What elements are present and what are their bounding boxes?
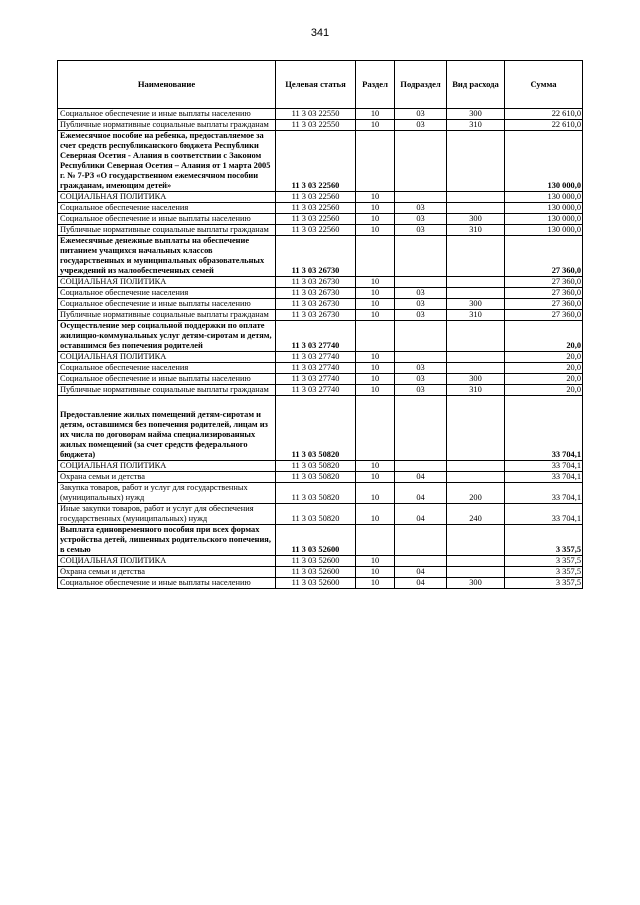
- cell-expense-type: 300: [447, 374, 505, 385]
- cell-section: 10: [356, 567, 395, 578]
- cell-subsection: 03: [395, 310, 447, 321]
- cell-subsection: 03: [395, 363, 447, 374]
- page-number: 341: [310, 27, 330, 39]
- cell-expense-type: 310: [447, 225, 505, 236]
- cell-amount: 3 357,5: [505, 567, 583, 578]
- cell-section: 10: [356, 461, 395, 472]
- cell-amount: 33 704,1: [505, 472, 583, 483]
- cell-section: [356, 410, 395, 461]
- cell-expense-type: 310: [447, 120, 505, 131]
- cell-name: Публичные нормативные социальные выплаты гражданам: [58, 310, 276, 321]
- spacer-cell: [356, 396, 395, 411]
- cell-amount: 33 704,1: [505, 410, 583, 461]
- spacer-row: [58, 396, 583, 411]
- cell-expense-type: 300: [447, 109, 505, 120]
- cell-section: 10: [356, 483, 395, 504]
- cell-expense-type: 300: [447, 299, 505, 310]
- cell-amount: 20,0: [505, 385, 583, 396]
- table-row: [58, 374, 583, 385]
- table-row: [58, 385, 583, 396]
- cell-subsection: 03: [395, 288, 447, 299]
- cell-expense-type: [447, 567, 505, 578]
- table-row: [58, 192, 583, 203]
- cell-expense-type: [447, 131, 505, 192]
- cell-amount: 130 000,0: [505, 203, 583, 214]
- cell-expense-type: [447, 461, 505, 472]
- cell-amount: 3 357,5: [505, 525, 583, 556]
- table-body: [58, 109, 583, 589]
- cell-subsection: 04: [395, 483, 447, 504]
- cell-amount: 20,0: [505, 374, 583, 385]
- cell-amount: 33 704,1: [505, 504, 583, 525]
- cell-subsection: 04: [395, 472, 447, 483]
- cell-name: Публичные нормативные социальные выплаты гражданам: [58, 120, 276, 131]
- cell-amount: 130 000,0: [505, 192, 583, 203]
- cell-target: 11 3 03 26730: [276, 299, 356, 310]
- cell-amount: 27 360,0: [505, 288, 583, 299]
- cell-target: 11 3 03 50820: [276, 410, 356, 461]
- table-row: [58, 525, 583, 556]
- spacer-cell: [58, 396, 276, 411]
- cell-section: 10: [356, 578, 395, 589]
- table-row: [58, 410, 583, 461]
- cell-target: 11 3 03 22560: [276, 192, 356, 203]
- cell-target: 11 3 03 22560: [276, 225, 356, 236]
- table-row: [58, 483, 583, 504]
- cell-subsection: 03: [395, 225, 447, 236]
- cell-expense-type: 240: [447, 504, 505, 525]
- cell-name: Закупка товаров, работ и услуг для государственных (муниципальных) нужд: [58, 483, 276, 504]
- cell-name: СОЦИАЛЬНАЯ ПОЛИТИКА: [58, 192, 276, 203]
- table-header-row: [58, 61, 583, 109]
- cell-expense-type: [447, 363, 505, 374]
- cell-section: 10: [356, 288, 395, 299]
- cell-section: 10: [356, 192, 395, 203]
- cell-name: Социальное обеспечение и иные выплаты населению: [58, 374, 276, 385]
- cell-section: 10: [356, 374, 395, 385]
- table-row: [58, 288, 583, 299]
- cell-section: 10: [356, 109, 395, 120]
- cell-subsection: 04: [395, 504, 447, 525]
- table-row: [58, 578, 583, 589]
- cell-subsection: 03: [395, 374, 447, 385]
- header-subsection: Подраздел: [395, 61, 447, 109]
- cell-amount: 27 360,0: [505, 236, 583, 277]
- cell-section: 10: [356, 352, 395, 363]
- table-row: [58, 109, 583, 120]
- cell-subsection: [395, 410, 447, 461]
- cell-section: 10: [356, 385, 395, 396]
- cell-section: [356, 525, 395, 556]
- cell-target: 11 3 03 27740: [276, 321, 356, 352]
- cell-name: СОЦИАЛЬНАЯ ПОЛИТИКА: [58, 352, 276, 363]
- cell-amount: 130 000,0: [505, 225, 583, 236]
- cell-subsection: [395, 277, 447, 288]
- budget-table: [57, 60, 583, 589]
- table-row: [58, 225, 583, 236]
- cell-target: 11 3 03 50820: [276, 504, 356, 525]
- cell-subsection: [395, 525, 447, 556]
- cell-target: 11 3 03 22560: [276, 203, 356, 214]
- cell-target: 11 3 03 52600: [276, 578, 356, 589]
- cell-target: 11 3 03 52600: [276, 556, 356, 567]
- cell-name: Социальное обеспечение населения: [58, 203, 276, 214]
- cell-name: Ежемесячное пособие на ребенка, предоставляемое за счет средств республиканского бюджета Республики Северная Осетия - Алания в соответствии с Законом Республики Северная Осетия – Алания от 1 марта 2005 г. № 7-РЗ «О государственном ежемесячном пособии гражданам, имеющим детей»: [58, 131, 276, 192]
- cell-subsection: [395, 556, 447, 567]
- cell-subsection: 04: [395, 578, 447, 589]
- cell-section: 10: [356, 363, 395, 374]
- cell-expense-type: 300: [447, 578, 505, 589]
- table-row: [58, 504, 583, 525]
- cell-name: Публичные нормативные социальные выплаты гражданам: [58, 385, 276, 396]
- cell-amount: 27 360,0: [505, 310, 583, 321]
- cell-name: Предоставление жилых помещений детям-сиротам и детям, оставшимся без попечения родителей, лицам из их числа по договорам найма специализированных жилых помещений (за счет средств федерального бюджета): [58, 410, 276, 461]
- table-row: [58, 556, 583, 567]
- cell-subsection: [395, 131, 447, 192]
- spacer-cell: [447, 396, 505, 411]
- cell-expense-type: [447, 236, 505, 277]
- cell-section: 10: [356, 504, 395, 525]
- cell-target: 11 3 03 26730: [276, 236, 356, 277]
- cell-amount: 33 704,1: [505, 461, 583, 472]
- cell-name: Выплата единовременного пособия при всех формах устройства детей, лишенных родительского попечения, в семью: [58, 525, 276, 556]
- cell-section: 10: [356, 225, 395, 236]
- cell-expense-type: [447, 321, 505, 352]
- table-row: [58, 363, 583, 374]
- cell-name: Иные закупки товаров, работ и услуг для обеспечения государственных (муниципальных) нужд: [58, 504, 276, 525]
- cell-amount: 20,0: [505, 321, 583, 352]
- cell-target: 11 3 03 50820: [276, 483, 356, 504]
- cell-section: 10: [356, 277, 395, 288]
- header-target: Целевая статья: [276, 61, 356, 109]
- cell-expense-type: [447, 525, 505, 556]
- cell-expense-type: 310: [447, 310, 505, 321]
- cell-subsection: 03: [395, 385, 447, 396]
- cell-name: Публичные нормативные социальные выплаты гражданам: [58, 225, 276, 236]
- cell-name: Социальное обеспечение населения: [58, 288, 276, 299]
- cell-expense-type: [447, 203, 505, 214]
- table-row: [58, 120, 583, 131]
- cell-expense-type: [447, 277, 505, 288]
- cell-name: Осуществление мер социальной поддержки по оплате жилищно-коммунальных услуг детям-сиротам и детям, оставшимся без попечения родителей: [58, 321, 276, 352]
- cell-subsection: [395, 352, 447, 363]
- cell-name: Социальное обеспечение населения: [58, 363, 276, 374]
- cell-expense-type: [447, 556, 505, 567]
- table-row: [58, 472, 583, 483]
- cell-target: 11 3 03 27740: [276, 363, 356, 374]
- cell-target: 11 3 03 26730: [276, 277, 356, 288]
- cell-amount: 27 360,0: [505, 299, 583, 310]
- cell-subsection: 03: [395, 109, 447, 120]
- cell-subsection: 03: [395, 299, 447, 310]
- cell-expense-type: 200: [447, 483, 505, 504]
- cell-target: 11 3 03 22550: [276, 120, 356, 131]
- spacer-cell: [395, 396, 447, 411]
- header-expense-type: Вид расхода: [447, 61, 505, 109]
- cell-subsection: [395, 461, 447, 472]
- cell-expense-type: [447, 410, 505, 461]
- spacer-cell: [505, 396, 583, 411]
- table-row: [58, 321, 583, 352]
- cell-amount: 33 704,1: [505, 483, 583, 504]
- cell-amount: 3 357,5: [505, 578, 583, 589]
- cell-target: 11 3 03 50820: [276, 472, 356, 483]
- cell-target: 11 3 03 27740: [276, 352, 356, 363]
- cell-amount: 20,0: [505, 352, 583, 363]
- cell-amount: 27 360,0: [505, 277, 583, 288]
- cell-amount: 22 610,0: [505, 109, 583, 120]
- cell-name: СОЦИАЛЬНАЯ ПОЛИТИКА: [58, 556, 276, 567]
- cell-subsection: 03: [395, 214, 447, 225]
- table-row: [58, 461, 583, 472]
- cell-section: [356, 236, 395, 277]
- table-row: [58, 310, 583, 321]
- cell-amount: 22 610,0: [505, 120, 583, 131]
- header-section: Раздел: [356, 61, 395, 109]
- table-row: [58, 203, 583, 214]
- cell-target: 11 3 03 22560: [276, 214, 356, 225]
- cell-expense-type: [447, 288, 505, 299]
- cell-name: Охрана семьи и детства: [58, 472, 276, 483]
- cell-amount: 130 000,0: [505, 131, 583, 192]
- cell-section: 10: [356, 310, 395, 321]
- cell-expense-type: [447, 472, 505, 483]
- cell-name: СОЦИАЛЬНАЯ ПОЛИТИКА: [58, 277, 276, 288]
- cell-target: 11 3 03 52600: [276, 525, 356, 556]
- table-row: [58, 236, 583, 277]
- cell-section: [356, 321, 395, 352]
- cell-name: Социальное обеспечение и иные выплаты населению: [58, 299, 276, 310]
- cell-subsection: [395, 236, 447, 277]
- cell-section: 10: [356, 556, 395, 567]
- cell-target: 11 3 03 26730: [276, 288, 356, 299]
- table-row: [58, 131, 583, 192]
- header-amount: Сумма: [505, 61, 583, 109]
- cell-section: [356, 131, 395, 192]
- cell-target: 11 3 03 50820: [276, 461, 356, 472]
- header-name: Наименование: [58, 61, 276, 109]
- cell-subsection: 03: [395, 120, 447, 131]
- cell-subsection: 04: [395, 567, 447, 578]
- table-row: [58, 352, 583, 363]
- cell-subsection: [395, 192, 447, 203]
- cell-name: Социальное обеспечение и иные выплаты населению: [58, 109, 276, 120]
- cell-section: 10: [356, 472, 395, 483]
- cell-amount: 20,0: [505, 363, 583, 374]
- cell-expense-type: [447, 192, 505, 203]
- cell-name: Социальное обеспечение и иные выплаты населению: [58, 214, 276, 225]
- cell-target: 11 3 03 52600: [276, 567, 356, 578]
- table-row: [58, 299, 583, 310]
- cell-name: Охрана семьи и детства: [58, 567, 276, 578]
- cell-target: 11 3 03 27740: [276, 374, 356, 385]
- table-row: [58, 567, 583, 578]
- table-row: [58, 214, 583, 225]
- cell-name: Ежемесячные денежные выплаты на обеспечение питанием учащихся начальных классов государственных и муниципальных образовательных учреждений из малообеспеченных семей: [58, 236, 276, 277]
- cell-target: 11 3 03 22550: [276, 109, 356, 120]
- cell-expense-type: 310: [447, 385, 505, 396]
- cell-section: 10: [356, 120, 395, 131]
- cell-expense-type: [447, 352, 505, 363]
- cell-name: СОЦИАЛЬНАЯ ПОЛИТИКА: [58, 461, 276, 472]
- spacer-cell: [276, 396, 356, 411]
- cell-expense-type: 300: [447, 214, 505, 225]
- cell-subsection: 03: [395, 203, 447, 214]
- cell-target: 11 3 03 27740: [276, 385, 356, 396]
- cell-section: 10: [356, 299, 395, 310]
- cell-amount: 130 000,0: [505, 214, 583, 225]
- cell-subsection: [395, 321, 447, 352]
- cell-amount: 3 357,5: [505, 556, 583, 567]
- table-row: [58, 277, 583, 288]
- cell-name: Социальное обеспечение и иные выплаты населению: [58, 578, 276, 589]
- cell-section: 10: [356, 203, 395, 214]
- cell-section: 10: [356, 214, 395, 225]
- cell-target: 11 3 03 22560: [276, 131, 356, 192]
- cell-target: 11 3 03 26730: [276, 310, 356, 321]
